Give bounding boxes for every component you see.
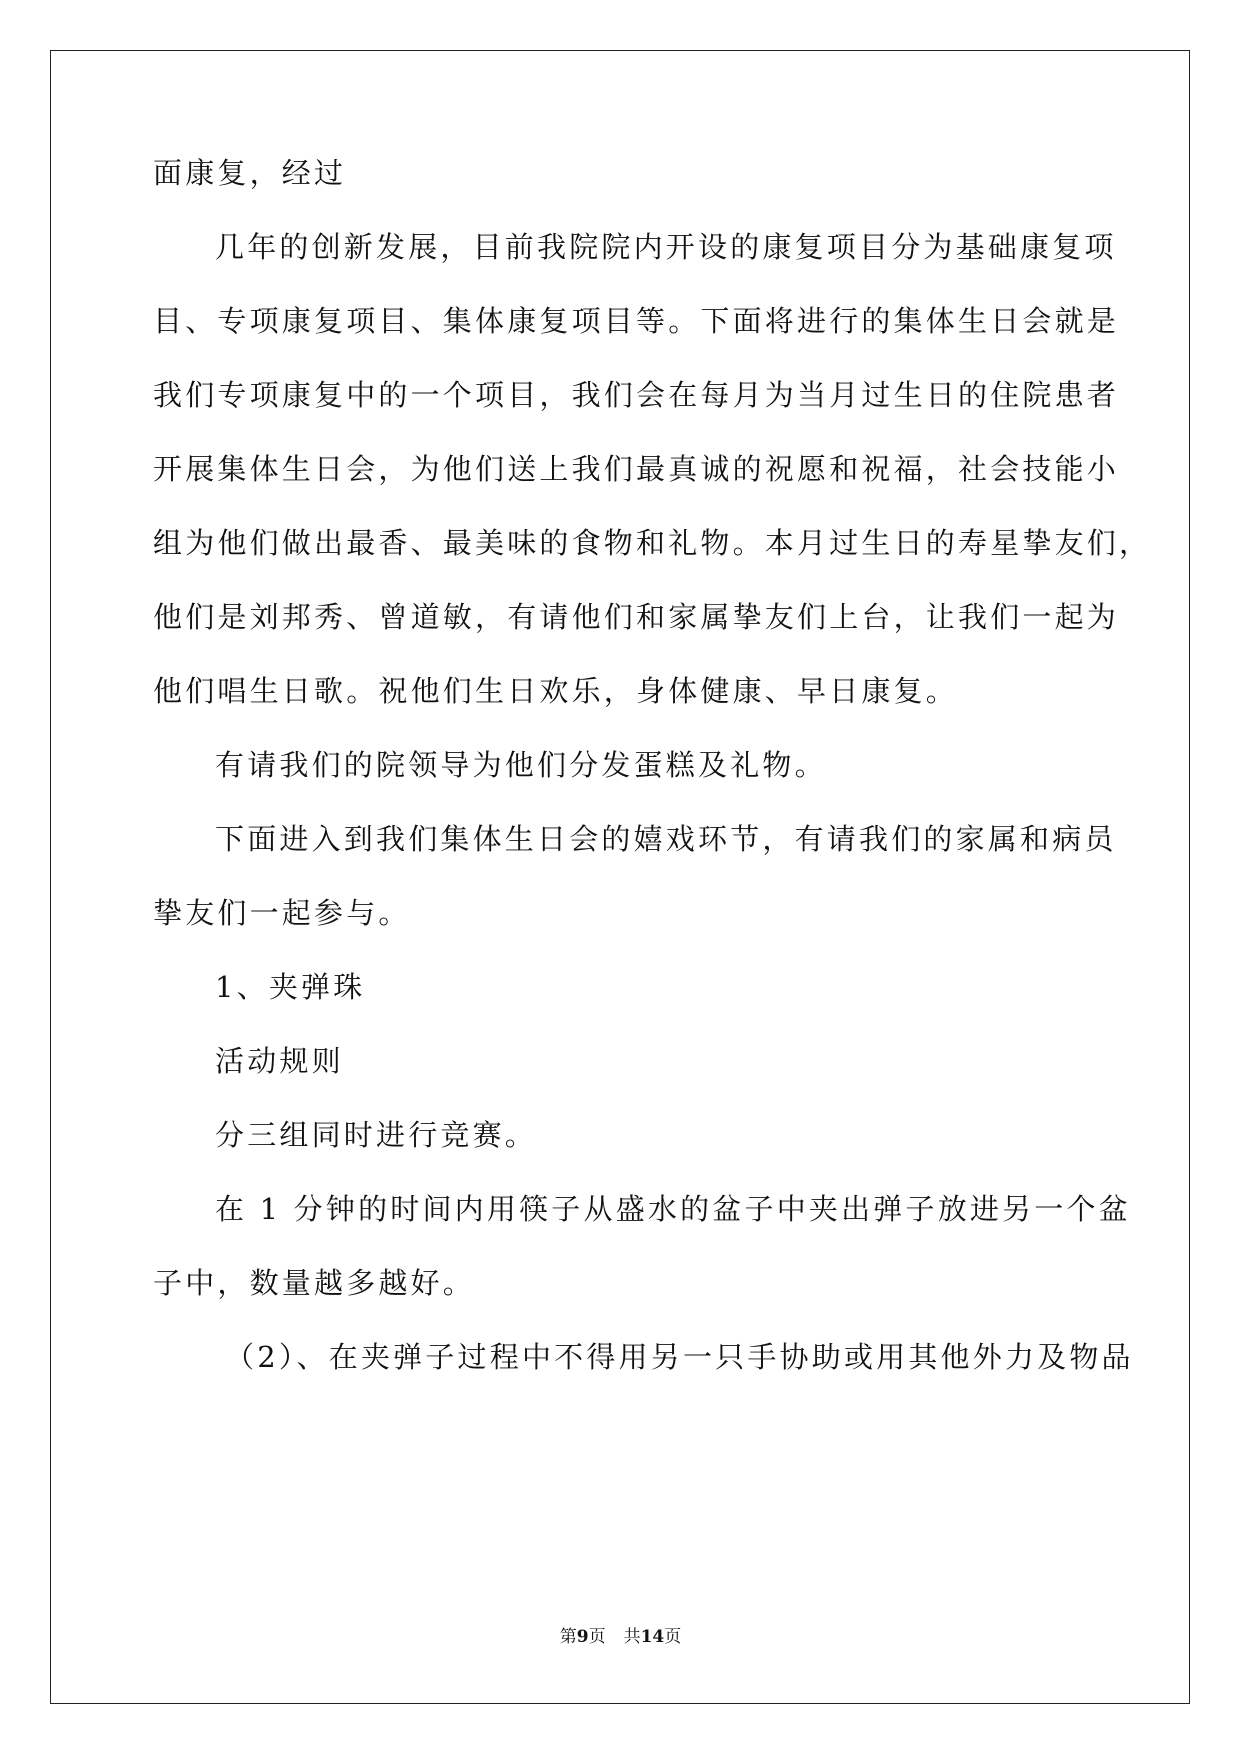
- text-line: 分三组同时进行竞赛。: [215, 1118, 538, 1152]
- text-line: 目、专项康复项目、集体康复项目等。下面将进行的集体生日会就是: [153, 304, 1120, 338]
- text-line: 1、夹弹珠: [215, 970, 366, 1004]
- text-line: 我们专项康复中的一个项目，我们会在每月为当月过生日的住院患者: [153, 378, 1120, 412]
- total-suffix: 页: [664, 1627, 682, 1647]
- text-line: 有请我们的院领导为他们分发蛋糕及礼物。: [215, 748, 827, 782]
- page-prefix: 第: [559, 1627, 577, 1647]
- text-line: 开展集体生日会，为他们送上我们最真诚的祝愿和祝福，社会技能小: [153, 452, 1120, 486]
- text-line: 下面进入到我们集体生日会的嬉戏环节，有请我们的家属和病员: [215, 822, 1117, 856]
- total-prefix: 共: [623, 1627, 641, 1647]
- text-line: 在 1 分钟的时间内用筷子从盛水的盆子中夹出弹子放进另一个盆: [215, 1192, 1131, 1226]
- text-line: （2）、在夹弹子过程中不得用另一只手协助或用其他外力及物品: [225, 1340, 1134, 1374]
- page-number: 9: [576, 1627, 589, 1647]
- page-border: [50, 50, 1190, 1704]
- text-line: 活动规则: [215, 1044, 344, 1078]
- text-line: 面康复，经过: [153, 156, 347, 190]
- text-line: 子中，数量越多越好。: [153, 1266, 476, 1300]
- page-suffix: 页: [588, 1627, 606, 1647]
- text-line: 挚友们一起参与。: [153, 896, 411, 930]
- total-pages: 14: [640, 1627, 665, 1647]
- text-line: 他们唱生日歌。祝他们生日欢乐，身体健康、早日康复。: [153, 674, 959, 708]
- page-footer: [0, 1626, 1241, 1648]
- text-line: 几年的创新发展，目前我院院内开设的康复项目分为基础康复项: [215, 230, 1117, 264]
- text-line: 他们是刘邦秀、曾道敏，有请他们和家属挚友们上台，让我们一起为: [153, 600, 1120, 634]
- text-line: 组为他们做出最香、最美味的食物和礼物。本月过生日的寿星挚友们，: [153, 526, 1152, 560]
